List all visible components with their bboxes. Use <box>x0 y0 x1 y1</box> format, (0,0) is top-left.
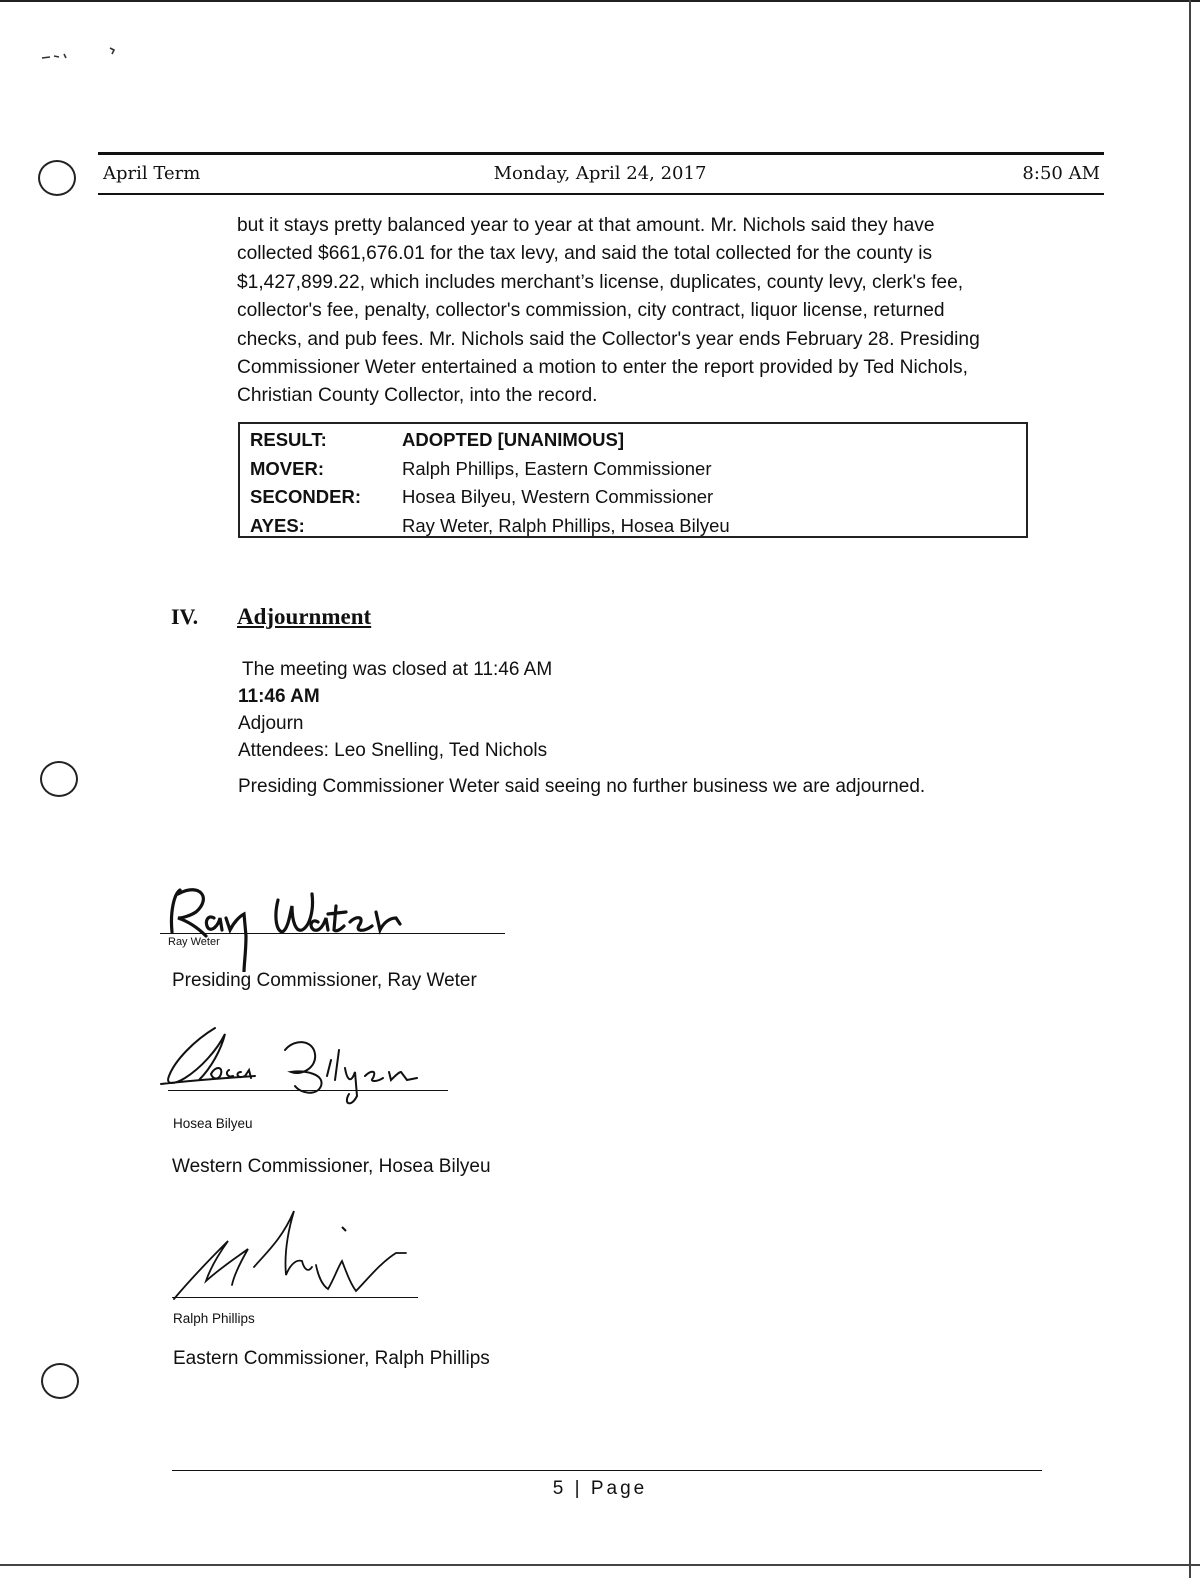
attendees-line: Attendees: Leo Snelling, Ted Nichols <box>238 740 548 761</box>
page-top-edge <box>0 0 1200 2</box>
page-number: 5 | Page <box>552 1478 648 1499</box>
page-bottom-edge <box>0 1564 1200 1566</box>
paragraph-line: collected $661,676.01 for the tax levy, and said the total collected for the county is <box>237 243 933 265</box>
vote-value: Hosea Bilyeu, Western Commissioner <box>402 486 714 507</box>
vote-label: SECONDER: <box>250 486 362 507</box>
signer-title-hosea: Western Commissioner, Hosea Bilyeu <box>172 1156 491 1177</box>
header-rule-top <box>98 152 1104 155</box>
paragraph-line: checks, and pub fees. Mr. Nichols said the Collector's year ends February 28. Presiding <box>237 328 980 350</box>
vote-value: Ray Weter, Ralph Phillips, Hosea Bilyeu <box>402 515 730 536</box>
signature-line <box>160 933 505 934</box>
signature-line <box>172 1297 418 1298</box>
header-date: Monday, April 24, 2017 <box>493 163 707 184</box>
footer-rule <box>172 1470 1042 1471</box>
signature-ralph-phillips <box>170 1205 430 1305</box>
scan-specks <box>38 44 128 66</box>
paragraph-line: $1,427,899.22, which includes merchant’s license, duplicates, county levy, clerk's fee, <box>237 271 964 293</box>
vote-value: Ralph Phillips, Eastern Commissioner <box>402 458 712 479</box>
vote-value: ADOPTED [UNANIMOUS] <box>402 429 624 450</box>
vote-label: AYES: <box>250 515 305 536</box>
section-title: Adjournment <box>237 604 372 629</box>
paragraph-line: collector's fee, penalty, collector's commission, city contract, liquor license, returned <box>237 300 945 322</box>
signer-title-ralph: Eastern Commissioner, Ralph Phillips <box>173 1348 490 1369</box>
binder-hole-bottom <box>41 1363 79 1399</box>
vote-label: MOVER: <box>250 458 324 479</box>
page-right-edge <box>1189 0 1191 1578</box>
signer-name-hosea: Hosea Bilyeu <box>173 1116 253 1131</box>
header-rule-bottom <box>98 193 1104 195</box>
signature-ray-weter <box>160 872 460 972</box>
header-term: April Term <box>103 163 201 184</box>
closing-statement: Presiding Commissioner Weter said seeing no further business we are adjourned. <box>238 776 926 797</box>
header-time: 8:50 AM <box>1022 163 1100 184</box>
signature-hosea-bilyeu <box>155 1020 455 1110</box>
paragraph-line: but it stays pretty balanced year to year at that amount. Mr. Nichols said they have <box>237 215 935 236</box>
binder-hole-middle <box>40 761 78 797</box>
paragraph-line: Commissioner Weter entertained a motion to enter the report provided by Ted Nichols, <box>237 357 968 379</box>
paragraph-line: Christian County Collector, into the record. <box>237 385 598 407</box>
signer-name-ray: Ray Weter <box>168 936 220 948</box>
body-paragraph <box>237 212 1057 411</box>
meeting-closed-line: The meeting was closed at 11:46 AM <box>242 659 553 680</box>
adjourn-time: 11:46 AM <box>238 686 320 707</box>
signer-name-ralph: Ralph Phillips <box>173 1311 255 1326</box>
adjourn-action: Adjourn <box>238 713 304 734</box>
vote-label: RESULT: <box>250 429 327 450</box>
signer-title-ray: Presiding Commissioner, Ray Weter <box>172 970 477 991</box>
section-number: IV. <box>171 604 199 629</box>
signature-line <box>168 1090 448 1091</box>
vote-result-box <box>238 422 1028 538</box>
